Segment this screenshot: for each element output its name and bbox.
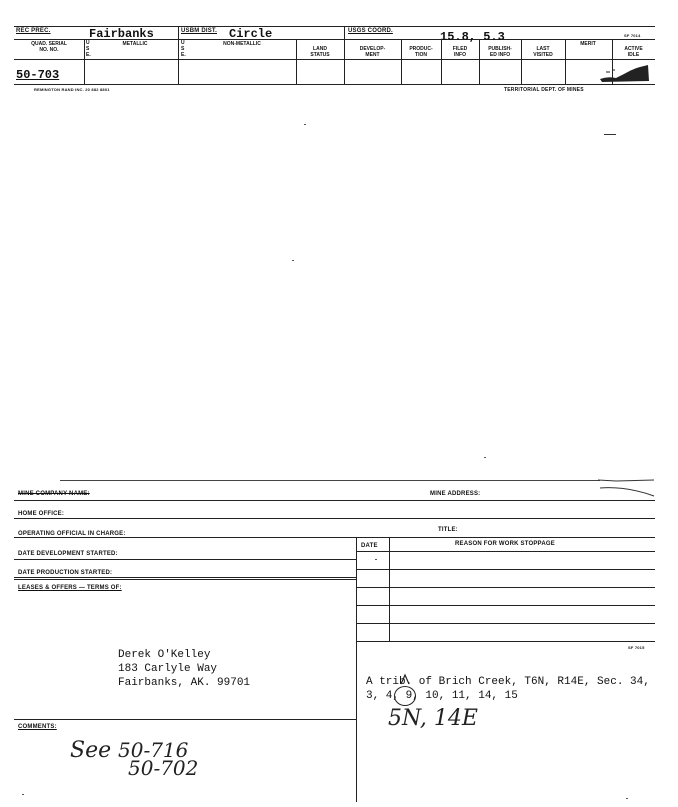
- operating-official-label: OPERATING OFFICIAL IN CHARGE:: [18, 531, 126, 537]
- leases-label: LEASES & OFFERS — TERMS OF:: [18, 585, 122, 591]
- scan-speck: [375, 559, 377, 560]
- rec-prec-label: REC PREC.: [16, 28, 51, 34]
- row-rule: [356, 605, 655, 606]
- nonmetallic-header: NON-METALLIC: [223, 41, 261, 47]
- row-rule: [14, 719, 356, 720]
- published-info-header: PUBLISH- ED INFO: [488, 46, 512, 58]
- scan-speck: [626, 798, 628, 799]
- date-production-label: DATE PRODUCTION STARTED:: [18, 570, 113, 576]
- date-development-label: DATE DEVELOPMENT STARTED:: [18, 551, 118, 557]
- torn-corner: [596, 472, 656, 502]
- filed-info-header: FILED INFO: [452, 46, 468, 58]
- merit-header: MERIT: [580, 41, 596, 47]
- active-idle-header: ACTIVE IDLE: [624, 46, 643, 58]
- usbm-dist-value: Circle: [229, 27, 273, 41]
- title-label: TITLE:: [438, 527, 458, 533]
- divider: [389, 537, 390, 641]
- scan-speck: [22, 794, 24, 795]
- production-header: PRODUC- TION: [409, 46, 433, 58]
- divider: [356, 537, 357, 802]
- address-street: 183 Carlyle Way: [118, 663, 218, 675]
- address-city: Fairbanks, AK. 99701: [118, 677, 251, 689]
- data-row-rule: [14, 84, 655, 85]
- issuing-department: TERRITORIAL DEPT. OF MINES: [504, 87, 584, 93]
- location-line-2: 3, 4, 9, 10, 11, 14, 15: [366, 690, 518, 702]
- rec-prec-value: Fairbanks: [89, 27, 154, 41]
- divider: [84, 39, 85, 84]
- row-rule: [356, 623, 655, 624]
- card-edge: [60, 480, 600, 481]
- quad-serial-header: QUAD. SERIAL NO. NO.: [31, 41, 67, 53]
- scan-speck: [304, 124, 306, 125]
- scan-speck: [484, 457, 486, 458]
- metallic-header: METALLIC: [122, 41, 148, 47]
- circled-section: [394, 686, 416, 706]
- form-code-bottom: SF 7015: [628, 645, 645, 650]
- comments-label: COMMENTS:: [18, 724, 57, 730]
- last-visited-header: LAST VISITED: [533, 46, 553, 58]
- usgs-coord-label: USGS COORD.: [348, 28, 393, 34]
- printer-imprint: REMINGTON RAND INC. 20 882 8801: [34, 87, 110, 92]
- form-code: SF 7014: [624, 33, 641, 38]
- use-label-nonmetallic: U S E.: [181, 40, 186, 58]
- home-office-label: HOME OFFICE:: [18, 511, 65, 517]
- development-header: DEVELOP- MENT: [359, 46, 386, 58]
- caret-mark: [400, 672, 410, 684]
- address-name: Derek O'Kelley: [118, 649, 211, 661]
- row-rule: [14, 500, 655, 501]
- row-rule: [356, 569, 655, 570]
- column-header-rule: [14, 59, 655, 60]
- punched-mark: [598, 64, 650, 82]
- divider: [178, 26, 179, 84]
- handwritten-correction: 5N, 14E: [388, 706, 478, 731]
- handwritten-see: See: [70, 738, 112, 763]
- use-label-metallic: U S E.: [86, 40, 91, 58]
- row-rule: [14, 537, 655, 538]
- mine-company-label: MINE COMPANY NAME:: [18, 491, 90, 497]
- row-rule: [14, 518, 655, 519]
- location-line-1: A trib. of Brich Creek, T6N, R14E, Sec. 34,: [366, 676, 650, 688]
- row-rule: [356, 641, 655, 642]
- date-header: DATE: [361, 543, 378, 549]
- usgs-coord-value: 15.8, 5.3: [440, 30, 505, 44]
- row-rule: [14, 579, 356, 580]
- scan-speck: [292, 260, 294, 261]
- mine-address-label: MINE ADDRESS:: [430, 491, 481, 497]
- usbm-dist-label: USBM DIST.: [181, 28, 218, 34]
- record-number: 50-703: [16, 68, 60, 82]
- reason-header: REASON FOR WORK STOPPAGE: [455, 541, 555, 547]
- handwritten-reference-2: 50-702: [128, 756, 199, 780]
- row-rule: [356, 587, 655, 588]
- scan-speck: [604, 134, 616, 135]
- row-rule: [14, 577, 356, 578]
- row-rule: [14, 559, 356, 560]
- handwritten-reference-1: 50-716: [118, 738, 189, 762]
- row-rule: [356, 551, 655, 552]
- land-status-header: LAND STATUS: [310, 46, 330, 58]
